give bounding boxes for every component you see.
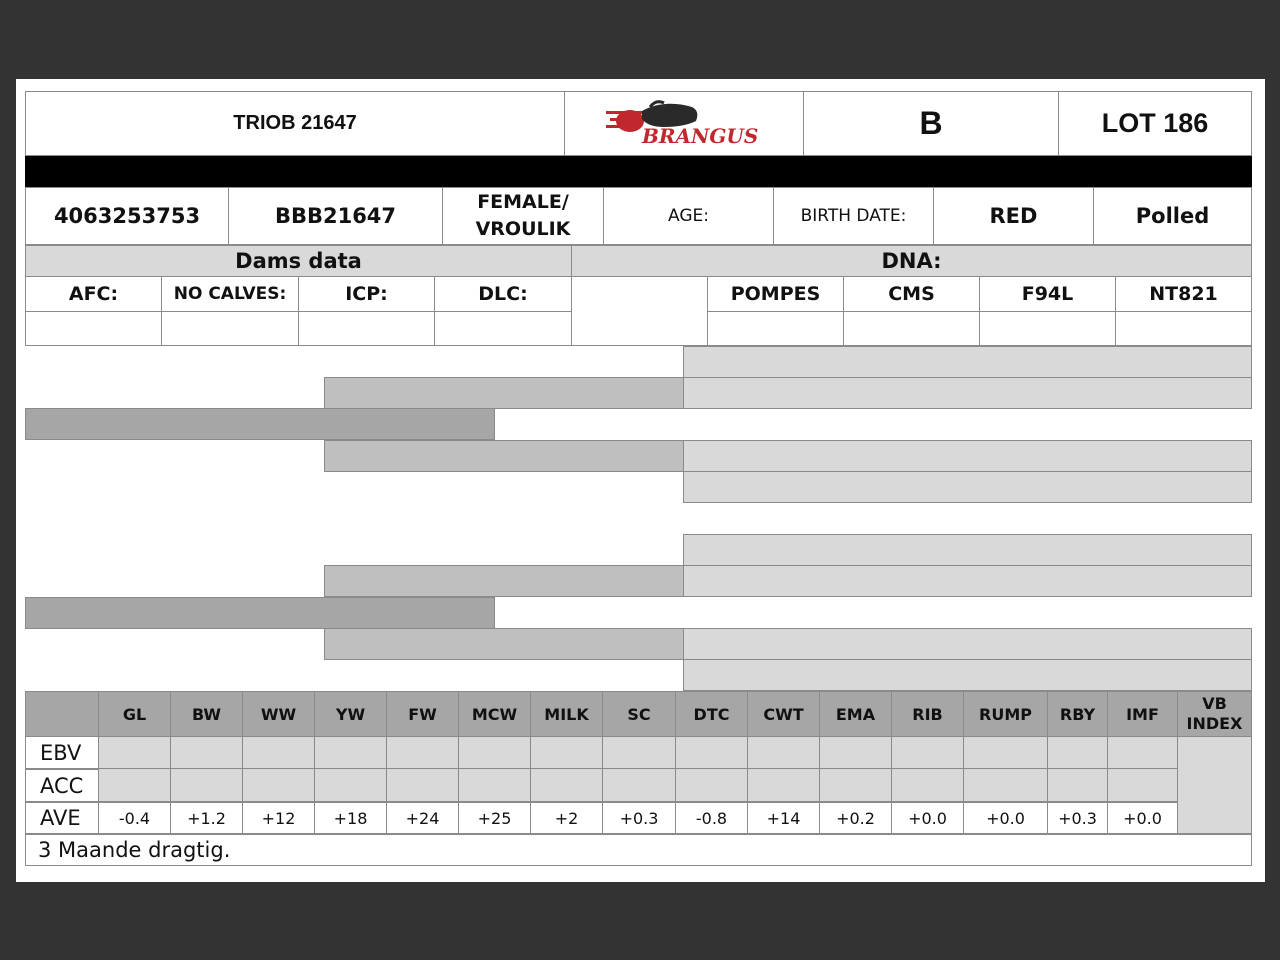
ebv-value-milk bbox=[530, 736, 603, 770]
dams-value-icp bbox=[298, 311, 435, 346]
pedigree-dam-dam bbox=[324, 628, 684, 660]
ebv-col-vb-index bbox=[1177, 691, 1252, 737]
ave-value-mcw: +25 bbox=[458, 801, 531, 835]
sex-label bbox=[442, 187, 604, 245]
ebv-value-ww bbox=[242, 736, 315, 770]
ebv-value-sc bbox=[602, 736, 676, 770]
dna-col-cms: CMS bbox=[843, 276, 980, 312]
ebv-value-ema bbox=[819, 736, 892, 770]
ebv-col-gl: GL bbox=[98, 691, 171, 737]
ebv-value-mcw bbox=[458, 736, 531, 770]
sex-line-2: VROULIK bbox=[475, 218, 571, 240]
acc-value-dtc bbox=[675, 768, 748, 803]
pedigree-sire-dam-sire bbox=[683, 440, 1252, 472]
dams-value-no-calves bbox=[161, 311, 299, 346]
pedigree-dam-dam-sire bbox=[683, 628, 1252, 660]
ebv-col-rump: RUMP bbox=[963, 691, 1048, 737]
vb-index-line-1: VB bbox=[1202, 694, 1227, 713]
dna-value-f94l bbox=[979, 311, 1116, 346]
colour-value: RED bbox=[933, 187, 1094, 245]
pedigree-sire-sire bbox=[324, 377, 684, 409]
ave-value-ema: +0.2 bbox=[819, 801, 892, 835]
acc-value-bw bbox=[170, 768, 243, 803]
dams-value-afc bbox=[25, 311, 162, 346]
pedigree-dam-sire-sire bbox=[683, 534, 1252, 566]
dna-blank-cell bbox=[571, 276, 708, 346]
ebv-value-yw bbox=[314, 736, 387, 770]
ave-value-rby: +0.3 bbox=[1047, 801, 1108, 835]
registration-number: BBB21647 bbox=[228, 187, 443, 245]
lot-card bbox=[16, 79, 1265, 882]
ebv-value-imf bbox=[1107, 736, 1178, 770]
ebv-row-label-acc: ACC bbox=[25, 768, 99, 803]
ave-value-rump: +0.0 bbox=[963, 801, 1048, 835]
ebv-col-yw: YW bbox=[314, 691, 387, 737]
acc-value-rump bbox=[963, 768, 1048, 803]
pedigree-dam-sire bbox=[324, 565, 684, 597]
ebv-value-bw bbox=[170, 736, 243, 770]
pedigree-sire-sire-sire bbox=[683, 346, 1252, 378]
ave-value-yw: +18 bbox=[314, 801, 387, 835]
ebv-col-rby: RBY bbox=[1047, 691, 1108, 737]
ebv-col-fw: FW bbox=[386, 691, 459, 737]
grade-label: B bbox=[803, 91, 1059, 156]
dams-col-no-calves: NO CALVES: bbox=[161, 276, 299, 312]
ebv-col-dtc: DTC bbox=[675, 691, 748, 737]
brangus-logo bbox=[564, 91, 804, 156]
dams-data-title: Dams data bbox=[25, 245, 572, 277]
ave-value-rib: +0.0 bbox=[891, 801, 964, 835]
dna-value-pompes bbox=[707, 311, 844, 346]
ebv-value-gl bbox=[98, 736, 171, 770]
note-text: 3 Maande dragtig. bbox=[25, 833, 1252, 866]
lot-number: LOT 186 bbox=[1058, 91, 1252, 156]
acc-value-gl bbox=[98, 768, 171, 803]
ebv-value-cwt bbox=[747, 736, 820, 770]
ebv-value-rib bbox=[891, 736, 964, 770]
dna-col-nt821: NT821 bbox=[1115, 276, 1252, 312]
ebv-col-cwt: CWT bbox=[747, 691, 820, 737]
ave-value-dtc: -0.8 bbox=[675, 801, 748, 835]
sex-line-1: FEMALE/ bbox=[477, 191, 569, 213]
pedigree-sire bbox=[25, 408, 495, 440]
ebv-col-ww: WW bbox=[242, 691, 315, 737]
ave-value-gl: -0.4 bbox=[98, 801, 171, 835]
ebv-col-bw: BW bbox=[170, 691, 243, 737]
acc-value-imf bbox=[1107, 768, 1178, 803]
ebv-col-mcw: MCW bbox=[458, 691, 531, 737]
acc-value-ema bbox=[819, 768, 892, 803]
ebv-row-label-ave: AVE bbox=[25, 801, 99, 835]
dams-col-dlc: DLC: bbox=[434, 276, 572, 312]
acc-value-fw bbox=[386, 768, 459, 803]
acc-value-mcw bbox=[458, 768, 531, 803]
pedigree-dam-dam-dam bbox=[683, 659, 1252, 691]
dna-value-nt821 bbox=[1115, 311, 1252, 346]
dna-value-cms bbox=[843, 311, 980, 346]
ebv-value-fw bbox=[386, 736, 459, 770]
acc-value-milk bbox=[530, 768, 603, 803]
acc-value-yw bbox=[314, 768, 387, 803]
bull-logo-icon bbox=[604, 97, 764, 151]
dams-col-afc: AFC: bbox=[25, 276, 162, 312]
ave-value-cwt: +14 bbox=[747, 801, 820, 835]
ebv-header-corner bbox=[25, 691, 99, 737]
dams-col-icp: ICP: bbox=[298, 276, 435, 312]
vb-index-line-2: INDEX bbox=[1186, 714, 1243, 733]
pedigree-sire-dam-dam bbox=[683, 471, 1252, 503]
dna-col-f94l: F94L bbox=[979, 276, 1116, 312]
ave-value-bw: +1.2 bbox=[170, 801, 243, 835]
dna-col-pompes: POMPES bbox=[707, 276, 844, 312]
acc-value-rby bbox=[1047, 768, 1108, 803]
vb-index-value bbox=[1177, 736, 1252, 835]
pedigree-sire-sire-dam bbox=[683, 377, 1252, 409]
header-divider bbox=[25, 156, 1252, 187]
pedigree-dam-sire-dam bbox=[683, 565, 1252, 597]
ebv-row-label-ebv: EBV bbox=[25, 736, 99, 770]
ebv-value-rby bbox=[1047, 736, 1108, 770]
ebv-value-rump bbox=[963, 736, 1048, 770]
id-number: 4063253753 bbox=[25, 187, 229, 245]
dams-value-dlc bbox=[434, 311, 572, 346]
pedigree-dam bbox=[25, 597, 495, 629]
ave-value-ww: +12 bbox=[242, 801, 315, 835]
horn-status: Polled bbox=[1093, 187, 1252, 245]
acc-value-rib bbox=[891, 768, 964, 803]
acc-value-sc bbox=[602, 768, 676, 803]
ebv-col-imf: IMF bbox=[1107, 691, 1178, 737]
dna-title: DNA: bbox=[571, 245, 1252, 277]
ebv-col-milk: MILK bbox=[530, 691, 603, 737]
acc-value-cwt bbox=[747, 768, 820, 803]
ebv-col-ema: EMA bbox=[819, 691, 892, 737]
ave-value-fw: +24 bbox=[386, 801, 459, 835]
ebv-col-sc: SC bbox=[602, 691, 676, 737]
ave-value-imf: +0.0 bbox=[1107, 801, 1178, 835]
acc-value-ww bbox=[242, 768, 315, 803]
pedigree-sire-dam bbox=[324, 440, 684, 472]
ebv-value-dtc bbox=[675, 736, 748, 770]
ave-value-milk: +2 bbox=[530, 801, 603, 835]
age-label: AGE: bbox=[603, 187, 774, 245]
birth-date-label: BIRTH DATE: bbox=[773, 187, 934, 245]
ave-value-sc: +0.3 bbox=[602, 801, 676, 835]
ebv-col-rib: RIB bbox=[891, 691, 964, 737]
animal-id: TRIOB 21647 bbox=[25, 91, 565, 156]
svg-text:BRANGUS: BRANGUS bbox=[642, 123, 759, 148]
